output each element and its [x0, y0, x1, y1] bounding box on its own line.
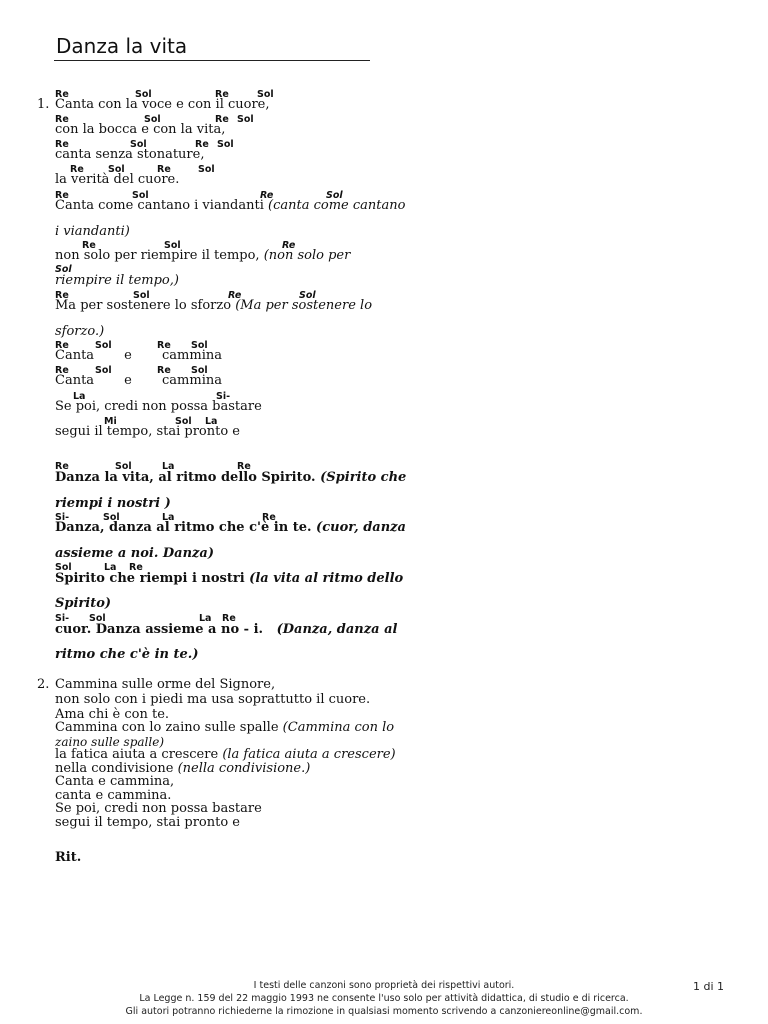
chord-sol: Sol — [115, 461, 132, 472]
chord-sol: Sol — [164, 240, 181, 251]
echo-text: riempire il tempo,) — [55, 273, 179, 288]
chord-re: Re — [157, 340, 171, 351]
chord-re: Re — [260, 190, 274, 201]
chord-re: Re — [82, 240, 96, 251]
chord-la: La — [162, 512, 175, 523]
lyric-line: non solo con i piedi ma usa soprattutto il cuore. — [55, 692, 371, 707]
chord-re: Re — [55, 290, 69, 301]
chord-re: Re — [55, 461, 69, 472]
lyric-line — [55, 225, 130, 239]
lyric-line: la verità del cuore. — [55, 172, 180, 187]
chord-re: Re — [157, 365, 171, 376]
echo-text: (Spirito che — [320, 470, 407, 485]
chord-sol: Sol — [95, 365, 112, 376]
lyric-line: Canta e cammina — [55, 373, 222, 388]
refrain-line — [55, 497, 171, 511]
chord-sol: Sol — [89, 613, 106, 624]
chord-re: Re — [157, 164, 171, 175]
chord-sol: Sol — [299, 290, 316, 301]
title-underline — [54, 60, 370, 61]
footer-copyright: I testi delle canzoni sono proprietà dei rispettivi autori. — [253, 980, 515, 991]
chord-sol: Sol — [55, 264, 72, 275]
echo-text: (nella condivisione.) — [177, 761, 311, 776]
chord-si: Si- — [216, 391, 231, 402]
lyric-line — [55, 748, 396, 762]
echo-text: zaino sulle spalle) — [55, 735, 165, 749]
chord-sol: Sol — [133, 290, 150, 301]
chord-sol: Sol — [326, 190, 343, 201]
chord-la: La — [199, 613, 212, 624]
refrain-line — [55, 597, 111, 611]
refrain-marker: Rit. — [55, 850, 82, 865]
lyric-line: canta e cammina. — [55, 788, 172, 803]
lyric-text: Ma per sostenere lo sforzo — [55, 298, 232, 313]
lyric-line — [55, 299, 372, 313]
chord-re: Re — [237, 461, 251, 472]
chord-sol: Sol — [198, 164, 215, 175]
lyric-text: Cammina con lo zaino sulle spalle — [55, 720, 279, 735]
chord-si: Si- — [55, 613, 70, 624]
chord-sol: Sol — [144, 114, 161, 125]
song-title: Danza la vita — [56, 34, 188, 58]
lyric-line: Se poi, credi non possa bastare — [55, 801, 262, 816]
verse-number: 1. — [37, 97, 50, 112]
lyric-line: segui il tempo, stai pronto e — [55, 815, 241, 830]
echo-text: sforzo.) — [55, 324, 105, 339]
lyric-text: Danza la vita, al ritmo dello Spirito. — [55, 470, 316, 485]
chord-sol: Sol — [191, 365, 208, 376]
chord-si: Si- — [55, 512, 70, 523]
chord-sol: Sol — [191, 340, 208, 351]
chord-re: Re — [55, 139, 69, 150]
lyric-line — [55, 199, 405, 213]
lyric-line — [55, 721, 394, 735]
chord-sol: Sol — [108, 164, 125, 175]
verse-number: 2. — [37, 677, 50, 692]
echo-text: (Cammina con lo — [282, 720, 395, 735]
chord-re: Re — [129, 562, 143, 573]
echo-text: (la vita al ritmo dello — [249, 571, 404, 586]
chord-re: Re — [55, 365, 69, 376]
chord-la: La — [205, 416, 218, 427]
chord-re: Re — [70, 164, 84, 175]
chord-sol: Sol — [130, 139, 147, 150]
echo-text: (canta come cantano — [268, 198, 406, 213]
echo-text: riempi i nostri ) — [55, 496, 171, 511]
echo-text: (Danza, danza al — [276, 622, 398, 637]
chord-sol: Sol — [237, 114, 254, 125]
refrain-line — [55, 623, 397, 637]
chord-re: Re — [195, 139, 209, 150]
lyric-line — [55, 274, 179, 288]
page-number: 1 di 1 — [692, 980, 724, 993]
lyric-line: Ama chi è con te. — [55, 707, 170, 722]
lyric-line: Canta con la voce e con il cuore, — [55, 97, 270, 112]
chord-re: Re — [215, 114, 229, 125]
chord-mi: Mi — [104, 416, 117, 427]
chord-re: Re — [55, 114, 69, 125]
lyric-line: segui il tempo, stai pronto e — [55, 424, 241, 439]
refrain-line — [55, 547, 214, 561]
lyric-line: Cammina sulle orme del Signore, — [55, 677, 276, 692]
lyric-line: Se poi, credi non possa bastare — [55, 399, 262, 414]
chord-sol: Sol — [95, 340, 112, 351]
lyric-line: Canta e cammina, — [55, 774, 175, 789]
echo-text: (la fatica aiuta a crescere) — [222, 747, 396, 762]
chord-re: Re — [55, 190, 69, 201]
chord-sol: Sol — [132, 190, 149, 201]
chord-sol: Sol — [257, 89, 274, 100]
chord-sol: Sol — [135, 89, 152, 100]
chord-la: La — [162, 461, 175, 472]
lyric-line: con la bocca e con la vita, — [55, 122, 226, 137]
echo-text: (Ma per sostenere lo — [235, 298, 373, 313]
lyric-text: nella condivisione — [55, 761, 174, 776]
chord-sol: Sol — [103, 512, 120, 523]
lyric-line: canta senza stonature, — [55, 147, 205, 162]
lyric-line — [55, 325, 104, 339]
chord-sol: Sol — [55, 562, 72, 573]
lyric-line: Canta e cammina — [55, 348, 222, 363]
chord-re: Re — [262, 512, 276, 523]
lyric-text: Danza, danza al ritmo che c'è in te. — [55, 520, 312, 535]
echo-text: i viandanti) — [55, 224, 130, 239]
chord-re: Re — [215, 89, 229, 100]
lyric-text: la fatica aiuta a crescere — [55, 747, 219, 762]
chord-re: Re — [282, 240, 296, 251]
chord-la: La — [73, 391, 86, 402]
chord-re: Re — [222, 613, 236, 624]
echo-text: (non solo per — [263, 248, 351, 263]
lyric-text: Spirito che riempi i nostri — [55, 571, 245, 586]
echo-text: assieme a noi. Danza) — [55, 546, 214, 561]
lyric-text: Canta come cantano i viandanti — [55, 198, 264, 213]
chord-sol: Sol — [217, 139, 234, 150]
refrain-line — [55, 471, 406, 485]
refrain-line — [55, 521, 406, 535]
echo-text: ritmo che c'è in te.) — [55, 647, 199, 662]
chord-re: Re — [55, 89, 69, 100]
refrain-line — [55, 572, 403, 586]
lyric-text: cuor. Danza assieme a no - i. — [55, 622, 264, 637]
echo-text: Spirito) — [55, 596, 112, 611]
chord-la: La — [104, 562, 117, 573]
footer-law: La Legge n. 159 del 22 maggio 1993 ne consente l'uso solo per attività didattica, di studio e di ricerca. — [139, 993, 629, 1004]
footer-contact: Gli autori potranno richiederne la rimozione in qualsiasi momento scrivendo a canzoniereonline@gmail.com. — [125, 1006, 643, 1017]
lyric-text: non solo per riempire il tempo, — [55, 248, 260, 263]
chord-sol: Sol — [175, 416, 192, 427]
chord-re: Re — [228, 290, 242, 301]
echo-text: (cuor, danza — [316, 520, 406, 535]
chord-re: Re — [55, 340, 69, 351]
refrain-line — [55, 648, 198, 662]
lyric-line — [55, 249, 350, 263]
